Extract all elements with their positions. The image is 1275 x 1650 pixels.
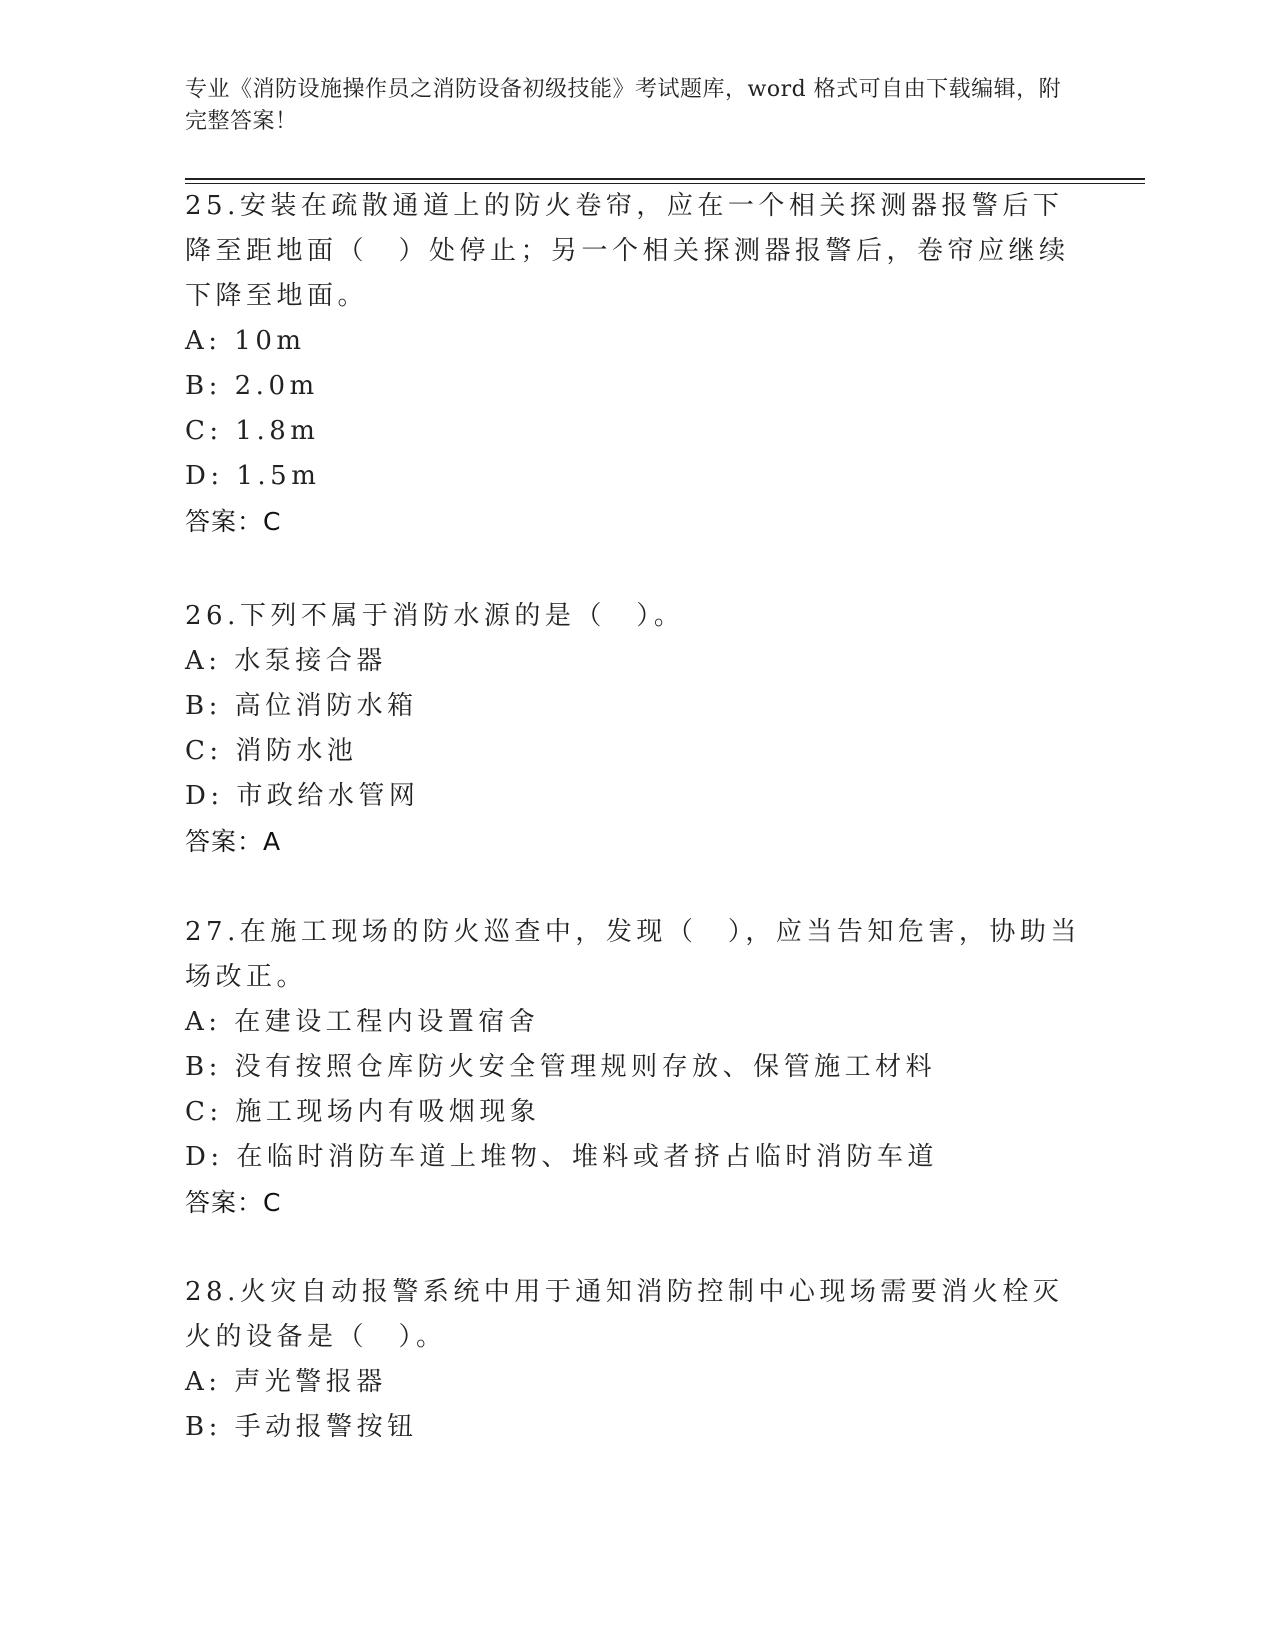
answer-text: 答案：C [185,1188,282,1217]
option-a: A: 10m [185,326,306,356]
question-26 [185,594,1085,864]
header-divider-thick [185,178,1145,180]
question-25 [185,184,1085,544]
answer-text: 答案：A [185,827,282,856]
question-text: 27.在施工现场的防火巡查中，发现（ ），应当告知危害，协助当场改正。 [185,917,1081,992]
header-intro-text: 专业《消防设施操作员之消防设备初级技能》考试题库，word 格式可自由下载编辑，附完整答案！ [185,77,1062,134]
option-a: A: 声光警报器 [185,1367,387,1397]
document-header [185,74,1065,138]
option-c: C: 施工现场内有吸烟现象 [185,1097,541,1127]
option-b: B: 没有按照仓库防火安全管理规则存放、保管施工材料 [185,1052,937,1082]
option-b: B: 2.0m [185,371,319,401]
question-text: 26.下列不属于消防水源的是（ ）。 [185,601,685,631]
option-b: B: 高位消防水箱 [185,691,418,721]
option-d: D: 1.5m [185,461,321,491]
option-c: C: 消防水池 [185,736,358,766]
answer-text: 答案：C [185,507,282,536]
option-a: A: 在建设工程内设置宿舍 [185,1007,540,1037]
question-27 [185,910,1085,1225]
option-b: B: 手动报警按钮 [185,1412,418,1442]
option-d: D: 市政给水管网 [185,781,420,811]
question-text: 25.安装在疏散通道上的防火卷帘，应在一个相关探测器报警后下降至距地面（ ）处停止；另一个相关探测器报警后，卷帘应继续下降至地面。 [185,191,1070,311]
question-text: 28.火灾自动报警系统中用于通知消防控制中心现场需要消火栓灭火的设备是（ ）。 [185,1277,1064,1352]
question-28 [185,1270,1085,1450]
option-a: A: 水泵接合器 [185,646,387,676]
option-d: D: 在临时消防车道上堆物、堆料或者挤占临时消防车道 [185,1142,938,1172]
option-c: C: 1.8m [185,416,320,446]
